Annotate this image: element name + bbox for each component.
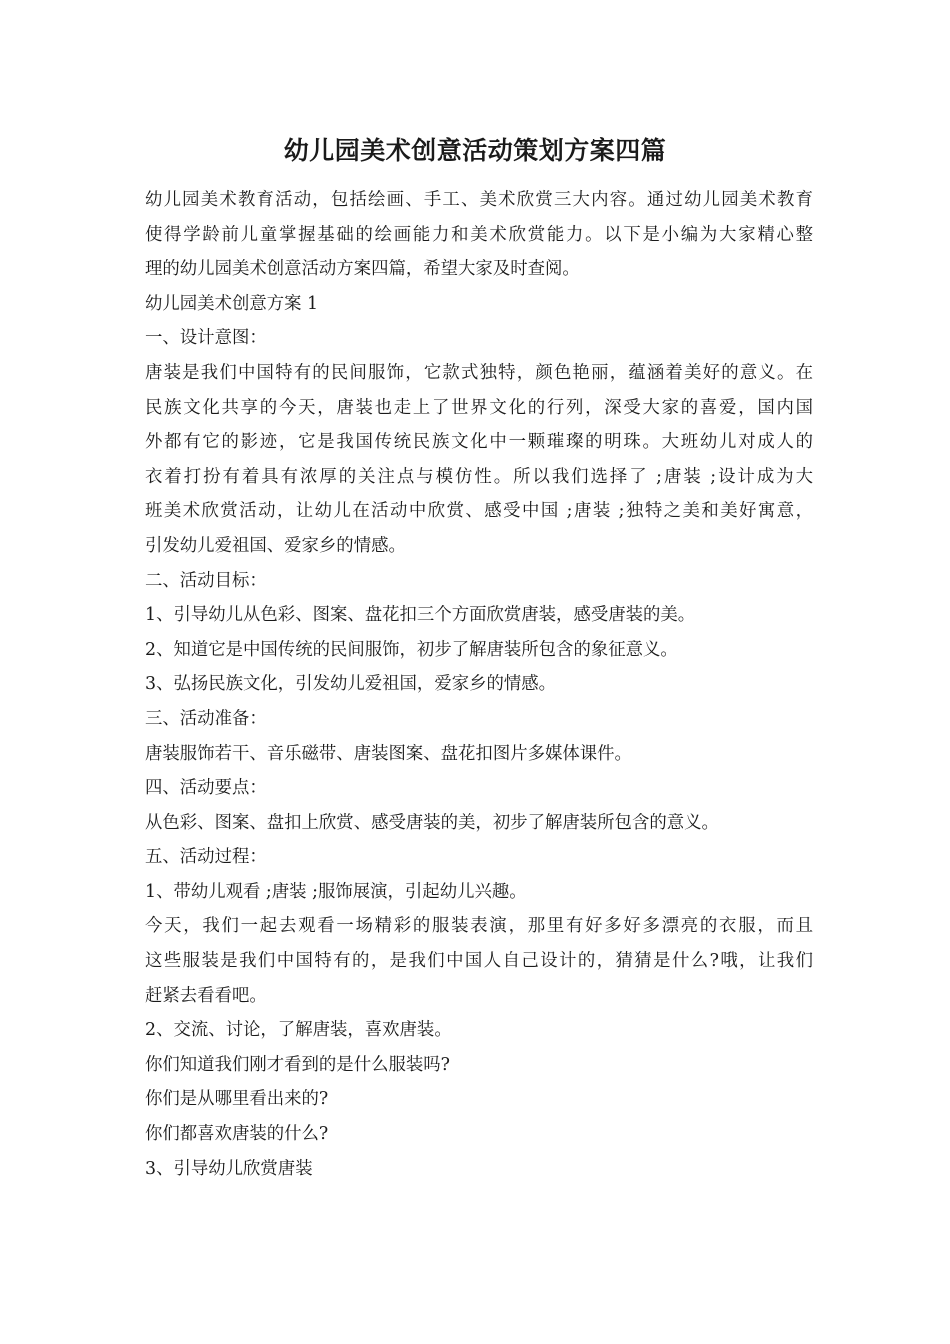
text-line: 理的幼儿园美术创意活动方案四篇，希望大家及时查阅。 (145, 259, 580, 280)
document-body (145, 183, 813, 1186)
text-line: 你们是从哪里看出来的? (145, 1089, 329, 1110)
text-line: 唐装服饰若干、音乐磁带、唐装图案、盘花扣图片多媒体课件。 (145, 743, 632, 764)
text-line: 引发幼儿爱祖国、爱家乡的情感。 (145, 535, 406, 556)
text-line: 唐装是我们中国特有的民间服饰，它款式独特，颜色艳丽，蕴涵着美好的意义。在 (145, 362, 813, 383)
text-line: 一、设计意图： (145, 328, 267, 349)
text-line: 民族文化共享的今天，唐装也走上了世界文化的行列，深受大家的喜爱，国内国 (145, 397, 813, 418)
text-line: 从色彩、图案、盘扣上欣赏、感受唐装的美，初步了解唐装所包含的意义。 (145, 812, 719, 833)
text-line: 使得学龄前儿童掌握基础的绘画能力和美术欣赏能力。以下是小编为大家精心整 (145, 224, 813, 245)
text-line: 外都有它的影迹，它是我国传统民族文化中一颗璀璨的明珠。大班幼儿对成人的 (145, 432, 813, 453)
text-line: 赶紧去看看吧。 (145, 985, 267, 1006)
text-line: 幼儿园美术创意方案 1 (145, 293, 319, 314)
text-line: 你们知道我们刚才看到的是什么服装吗? (145, 1054, 450, 1075)
text-line: 2、知道它是中国传统的民间服饰，初步了解唐装所包含的象征意义。 (145, 639, 678, 660)
text-line: 这些服装是我们中国特有的，是我们中国人自己设计的，猜猜是什么?哦，让我们 (145, 951, 813, 972)
text-line: 班美术欣赏活动，让幼儿在活动中欣赏、感受中国 ;唐装 ;独特之美和美好寓意， (145, 501, 813, 522)
text-line: 2、交流、讨论，了解唐装，喜欢唐装。 (145, 1020, 452, 1041)
text-line: 3、引导幼儿欣赏唐装 (145, 1158, 313, 1179)
text-line: 衣着打扮有着具有浓厚的关注点与模仿性。所以我们选择了 ;唐装 ;设计成为大 (145, 466, 813, 487)
text-line: 今天，我们一起去观看一场精彩的服装表演，那里有好多好多漂亮的衣服，而且 (145, 916, 813, 937)
text-line: 1、带幼儿观看 ;唐装 ;服饰展演，引起幼儿兴趣。 (145, 881, 527, 902)
text-line: 二、活动目标： (145, 570, 267, 591)
text-line: 你们都喜欢唐装的什么? (145, 1124, 329, 1145)
text-line: 五、活动过程： (145, 847, 267, 868)
text-line: 三、活动准备： (145, 708, 267, 729)
text-line: 3、弘扬民族文化，引发幼儿爱祖国，爱家乡的情感。 (145, 674, 557, 695)
page-title: 幼儿园美术创意活动策划方案四篇 (283, 136, 667, 165)
text-line: 1、引导幼儿从色彩、图案、盘花扣三个方面欣赏唐装，感受唐装的美。 (145, 605, 696, 626)
text-line: 幼儿园美术教育活动，包括绘画、手工、美术欣赏三大内容。通过幼儿园美术教育 (145, 190, 813, 210)
text-line: 四、活动要点： (145, 778, 267, 799)
